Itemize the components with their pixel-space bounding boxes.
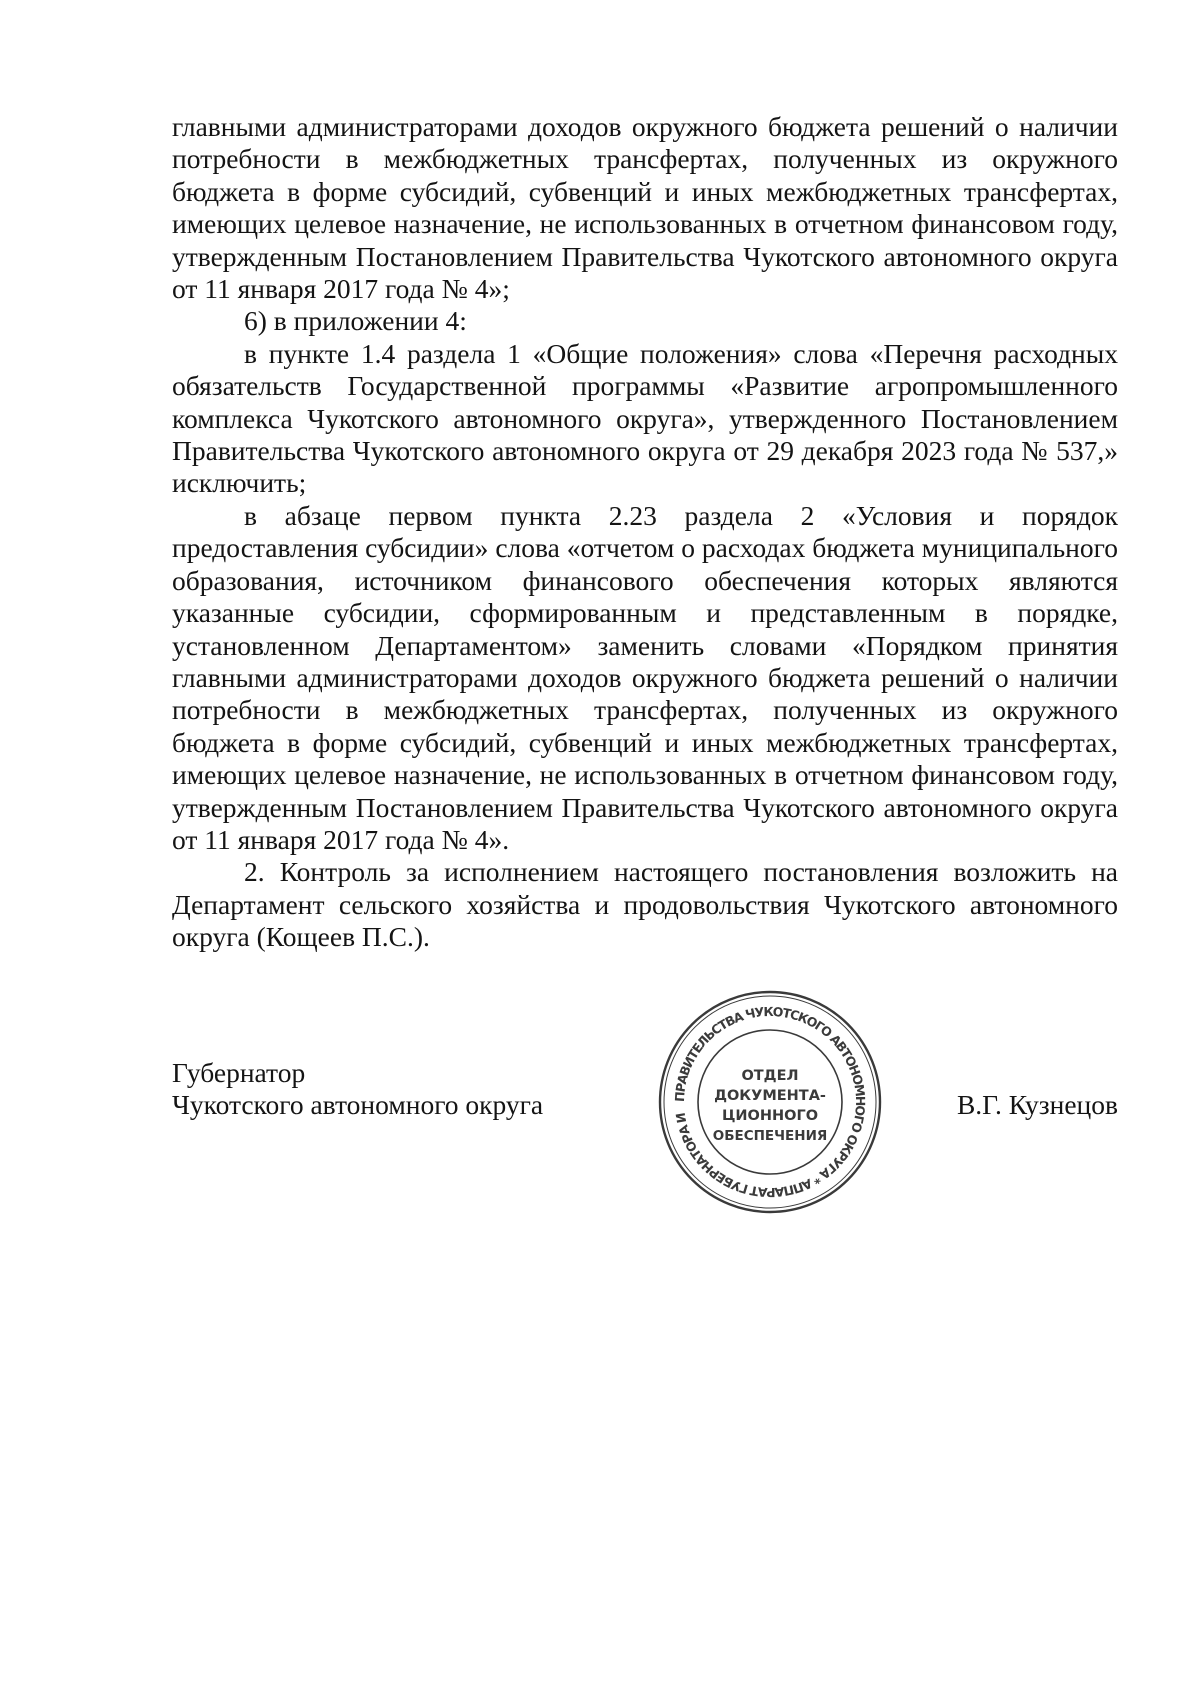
paragraph-continuation: главными администраторами доходов окружного бюджета решений о наличии потребности в межбюджетных трансфертах, полученных из окружного бюджета в форме субсидий, субвенций и иных межбюджетных трансфертах, имеющих целевое назначение, не использованных в отчетном финансовом году, утвержденным Постановлением Правительства Чукотского автономного округа от 11 января 2017 года № 4»;: [172, 111, 1118, 305]
paragraph-clause-1-4: в пункте 1.4 раздела 1 «Общие положения» слова «Перечня расходных обязательств Государственной программы «Развитие агропромышленного комплекса Чукотского автономного округа», утвержденного Постановлением Правительства Чукотского автономного округа от 29 декабря 2023 года № 537,» исключить;: [172, 337, 1118, 499]
official-stamp: [654, 986, 886, 1218]
stamp-ring-text: ПРАВИТЕЛЬСТВА ЧУКОТСКОГО АВТОНОМНОГО ОКРУГА * АППАРАТ ГУБЕРНАТОРА И: [671, 1003, 869, 1201]
stamp-line-4: ОБЕСПЕЧЕНИЯ: [712, 1128, 828, 1144]
signatory-position: [172, 1057, 543, 1122]
signatory-region: Чукотского автономного округа: [172, 1089, 544, 1121]
document-body: [172, 111, 1118, 954]
paragraph-item-6: 6) в приложении 4:: [244, 305, 467, 337]
stamp-line-3: ЦИОННОГО: [721, 1108, 819, 1124]
paragraph-clause-2-23: в абзаце первом пункта 2.23 раздела 2 «Условия и порядок предоставления субсидии» слова «отчетом о расходах бюджета муниципального образования, источником финансового обеспечения которых являются указанные субсидии, сформированным и представленным в порядке, установленном Департаментом» заменить словами «Порядком принятия главными администраторами доходов окружного бюджета решений о наличии потребности в межбюджетных трансфертах, полученных из окружного бюджета в форме субсидий, субвенций и иных межбюджетных трансфертах, имеющих целевое назначение, не использованных в отчетном финансовом году, утвержденным Постановлением Правительства Чукотского автономного округа от 11 января 2017 года № 4».: [172, 499, 1118, 855]
signatory-title: Губернатор: [172, 1057, 306, 1088]
paragraph-control: 2. Контроль за исполнением настоящего постановления возложить на Департамент сельского хозяйства и продовольствия Чукотского автономного округа (Кощеев П.С.).: [172, 856, 1118, 953]
signatory-name: В.Г. Кузнецов: [956, 1089, 1118, 1120]
stamp-line-2: ДОКУМЕНТА-: [714, 1088, 826, 1104]
stamp-graphic: [654, 986, 886, 1218]
stamp-line-1: ОТДЕЛ: [741, 1068, 799, 1084]
